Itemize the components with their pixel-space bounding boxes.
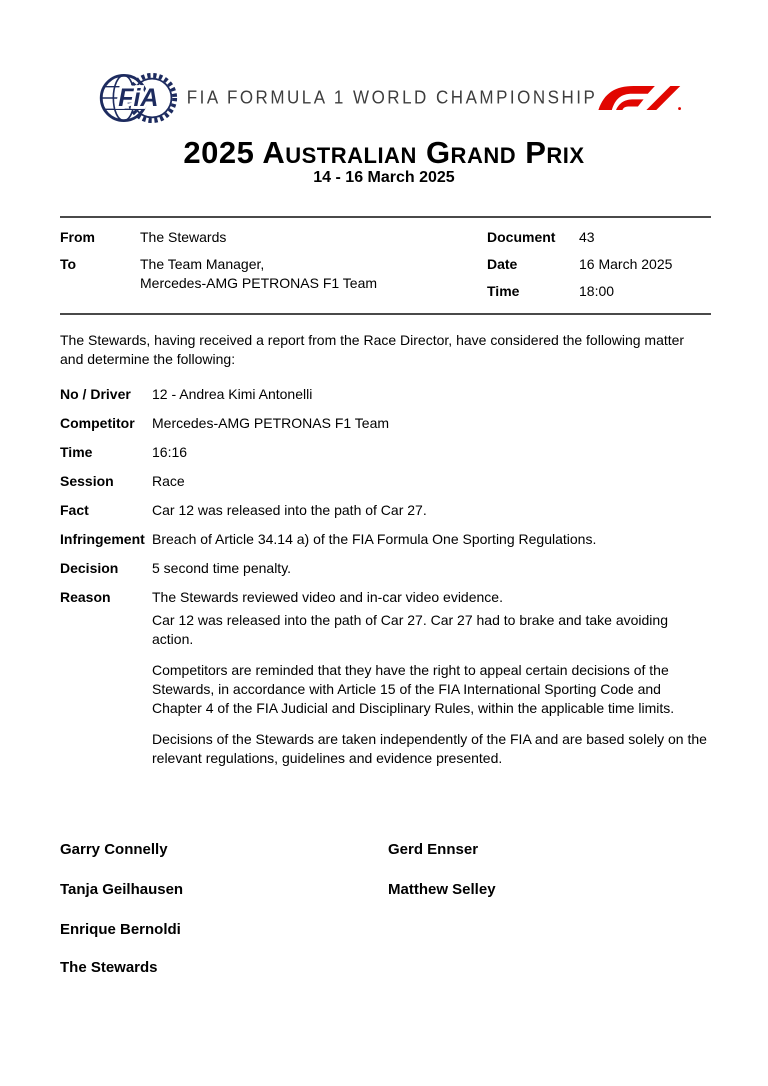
infringement-value: Breach of Article 34.14 a) of the FIA Formula One Sporting Regulations.	[152, 531, 597, 547]
reason-paragraph-2: Car 12 was released into the path of Car 27. Car 27 had to brake and take avoiding action.	[152, 612, 668, 647]
fia-logo-text: FiA	[118, 84, 159, 113]
fact-value: Car 12 was released into the path of Car 27.	[152, 502, 427, 518]
signatures-grid	[60, 840, 710, 939]
to-value	[140, 255, 487, 293]
time-field-value: 16:16	[152, 444, 188, 460]
no-driver-value: 12 - Andrea Kimi Antonelli	[152, 386, 313, 402]
meta-table-right	[487, 228, 711, 301]
field-row-competitor	[60, 414, 710, 433]
signature-tanja-geilhausen: Tanja Geilhausen	[60, 881, 184, 898]
meta-table	[60, 216, 711, 315]
session-value: Race	[152, 473, 185, 489]
signature-gerd-ennser: Gerd Ennser	[388, 841, 479, 858]
time-value: 18:00	[579, 283, 615, 299]
championship-title: FIA FORMULA 1 WORLD CHAMPIONSHIP	[186, 87, 598, 108]
from-label: From	[60, 229, 95, 245]
reason-value	[152, 588, 708, 768]
signature-spacer	[388, 920, 710, 939]
signature-enrique-bernoldi: Enrique Bernoldi	[60, 921, 181, 938]
infringement-label: Infringement	[60, 531, 145, 547]
event-title: 2025 Australian Grand Prix	[183, 135, 585, 170]
event-dates: 14 - 16 March 2025	[313, 169, 455, 186]
intro-paragraph: The Stewards, having received a report from the Race Director, have considered the following matter and determine the following:	[60, 332, 685, 367]
field-row-no-driver	[60, 385, 710, 404]
signature-matthew-selley: Matthew Selley	[388, 881, 496, 898]
to-value-line2: Mercedes-AMG PETRONAS F1 Team	[140, 275, 378, 291]
f1-logo-icon	[597, 84, 682, 112]
session-label: Session	[60, 473, 114, 489]
reason-label: Reason	[60, 589, 111, 605]
document-value: 43	[579, 229, 595, 245]
fact-label: Fact	[60, 502, 89, 518]
decision-label: Decision	[60, 560, 119, 576]
meta-row-date	[487, 255, 711, 274]
from-value: The Stewards	[140, 229, 227, 245]
field-row-time	[60, 443, 710, 462]
field-row-reason	[60, 588, 710, 768]
meta-row-to	[60, 255, 487, 293]
time-label: Time	[487, 283, 520, 299]
document-label: Document	[487, 229, 556, 245]
to-value-line1: The Team Manager,	[140, 256, 265, 272]
fia-logo-icon	[98, 66, 179, 130]
signature-garry-connelly: Garry Connelly	[60, 841, 168, 858]
reason-paragraph-3: Competitors are reminded that they have the right to appeal certain decisions of the Stewards, in accordance with Article 15 of the FIA International Sporting Code and Chapter 4 of the FIA Judicial and Disciplinary Rules, within the applicable time limits.	[152, 662, 675, 716]
field-row-session	[60, 472, 710, 491]
signatures-block	[60, 840, 710, 976]
competitor-value: Mercedes-AMG PETRONAS F1 Team	[152, 415, 390, 431]
field-row-fact	[60, 501, 710, 520]
signatures-closing: The Stewards	[60, 959, 158, 976]
decision-value: 5 second time penalty.	[152, 560, 292, 576]
meta-table-left	[60, 228, 487, 301]
document-header	[0, 0, 768, 130]
date-label: Date	[487, 256, 518, 272]
no-driver-label: No / Driver	[60, 386, 131, 402]
field-row-decision	[60, 559, 710, 578]
date-value: 16 March 2025	[579, 256, 673, 272]
meta-row-time	[487, 282, 711, 301]
reason-paragraph-1: The Stewards reviewed video and in-car video evidence.	[152, 589, 503, 605]
competitor-label: Competitor	[60, 415, 135, 431]
to-label: To	[60, 256, 77, 272]
field-row-infringement	[60, 530, 710, 549]
meta-row-document	[487, 228, 711, 247]
reason-paragraph-4: Decisions of the Stewards are taken independently of the FIA and are based solely on the relevant regulations, guidelines and evidence presented.	[152, 731, 707, 766]
decision-fields	[60, 385, 710, 768]
time-field-label: Time	[60, 444, 93, 460]
meta-row-from	[60, 228, 487, 247]
